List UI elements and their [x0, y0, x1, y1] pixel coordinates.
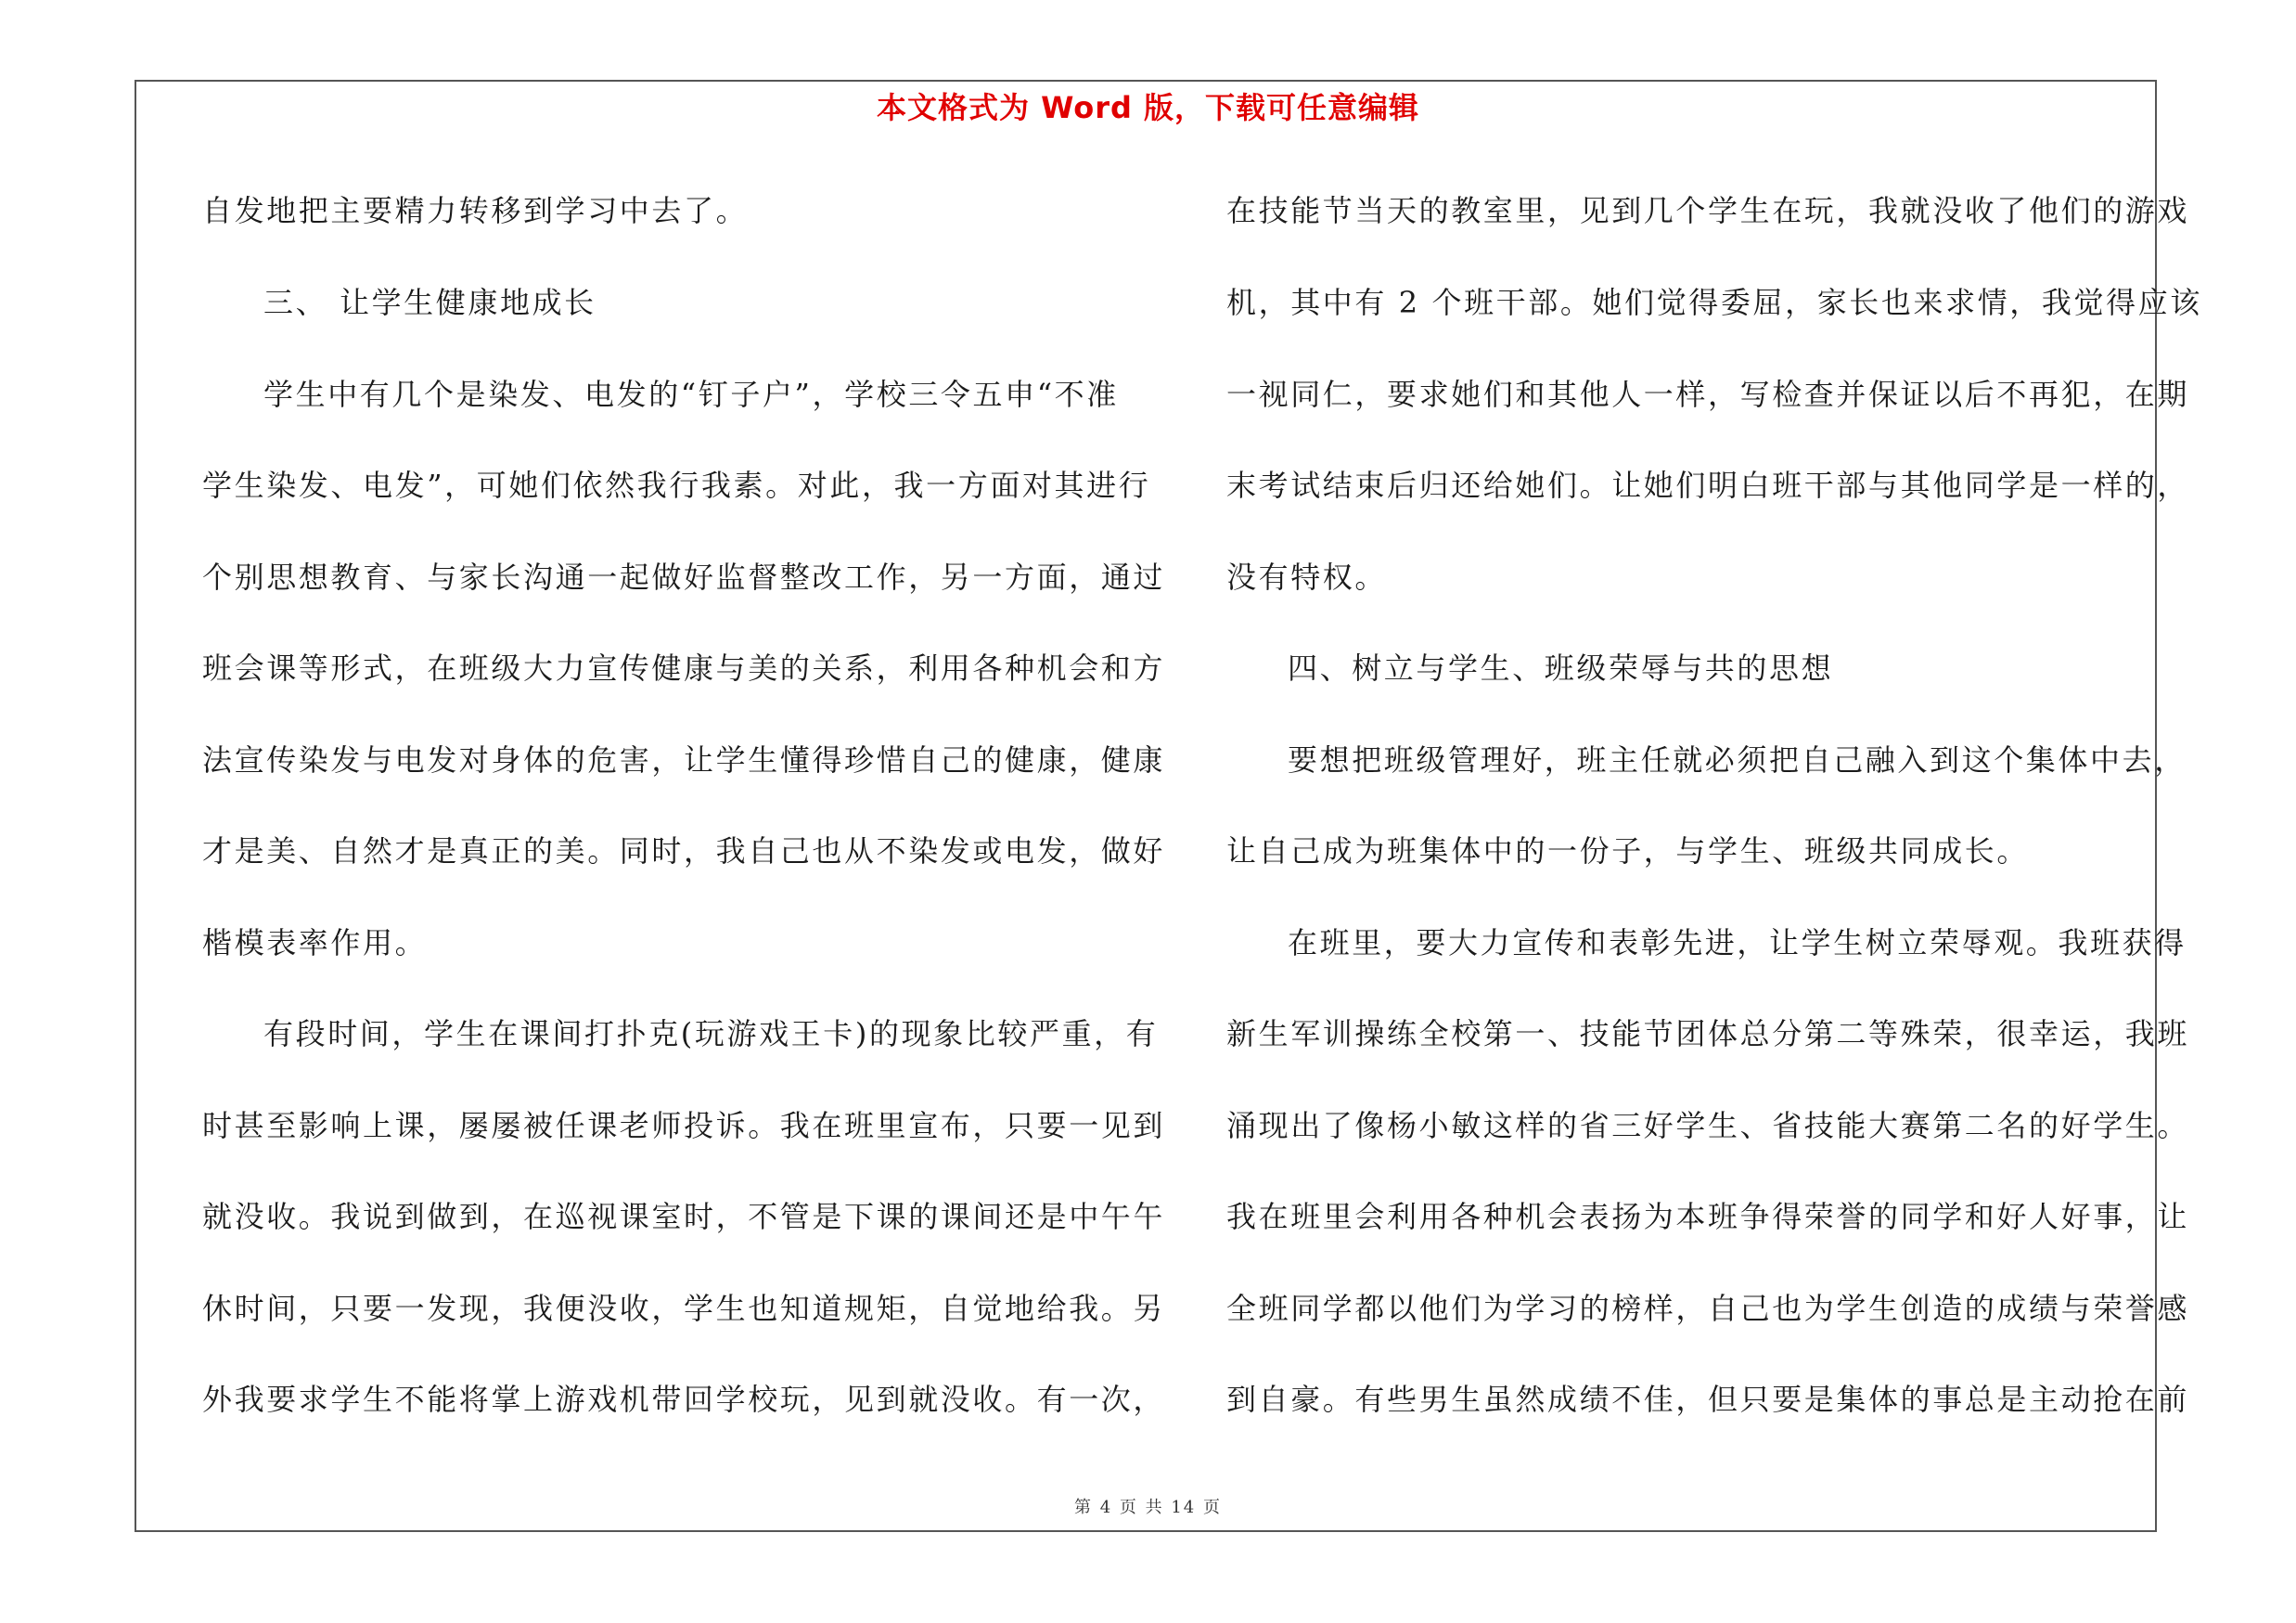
text-line: 班会课等形式，在班级大力宣传健康与美的关系，利用各种机会和方	[202, 650, 1166, 686]
text-line: 涌现出了像杨小敏这样的省三好学生、省技能大赛第二名的好学生。	[1226, 1108, 2190, 1143]
text-line: 楷模表率作用。	[202, 925, 428, 960]
section-heading: 三、 让学生健康地成长	[263, 285, 596, 320]
text-line: 机，其中有 2 个班干部。她们觉得委屈，家长也来求情，我觉得应该	[1226, 285, 2202, 320]
text-line: 有段时间，学生在课间打扑克(玩游戏王卡)的现象比较严重，有	[263, 1016, 1159, 1051]
text-line: 外我要求学生不能将掌上游戏机带回学校玩，见到就没收。有一次，	[202, 1382, 1166, 1417]
text-line: 学生染发、电发”，可她们依然我行我素。对此，我一方面对其进行	[202, 468, 1151, 503]
text-line: 一视同仁，要求她们和其他人一样，写检查并保证以后不再犯，在期	[1226, 377, 2190, 412]
text-line: 没有特权。	[1226, 560, 1388, 595]
text-line: 到自豪。有些男生虽然成绩不佳，但只要是集体的事总是主动抢在前	[1226, 1382, 2190, 1417]
text-line: 我在班里会利用各种机会表扬为本班争得荣誉的同学和好人好事，让	[1226, 1199, 2190, 1234]
text-line: 法宣传染发与电发对身体的危害，让学生懂得珍惜自己的健康，健康	[202, 742, 1166, 778]
document-banner: 本文格式为 Word 版，下载可任意编辑	[876, 90, 1420, 125]
text-line: 个别思想教育、与家长沟通一起做好监督整改工作，另一方面，通过	[202, 560, 1166, 595]
text-line: 在班里，要大力宣传和表彰先进，让学生树立荣辱观。我班获得	[1288, 925, 2187, 960]
page-number: 第 4 页 共 14 页	[1074, 1498, 1222, 1517]
text-line: 要想把班级管理好，班主任就必须把自己融入到这个集体中去，	[1288, 742, 2187, 778]
text-line: 在技能节当天的教室里，见到几个学生在玩，我就没收了他们的游戏	[1226, 193, 2190, 228]
text-line: 就没收。我说到做到，在巡视课室时，不管是下课的课间还是中午午	[202, 1199, 1166, 1234]
text-line: 新生军训操练全校第一、技能节团体总分第二等殊荣，很幸运，我班	[1226, 1016, 2190, 1051]
text-line: 休时间，只要一发现，我便没收，学生也知道规矩，自觉地给我。另	[202, 1291, 1166, 1326]
text-line: 时甚至影响上课，屡屡被任课老师投诉。我在班里宣布，只要一见到	[202, 1108, 1166, 1143]
text-line: 全班同学都以他们为学习的榜样，自己也为学生创造的成绩与荣誉感	[1226, 1291, 2190, 1326]
text-line: 让自己成为班集体中的一份子，与学生、班级共同成长。	[1226, 833, 2030, 869]
text-line: 自发地把主要精力转移到学习中去了。	[202, 193, 749, 228]
section-heading: 四、树立与学生、班级荣辱与共的思想	[1288, 650, 1834, 686]
text-line: 才是美、自然才是真正的美。同时，我自己也从不染发或电发，做好	[202, 833, 1166, 869]
text-line: 末考试结束后归还给她们。让她们明白班干部与其他同学是一样的，	[1226, 468, 2190, 503]
text-line: 学生中有几个是染发、电发的“钉子户”，学校三令五申“不准	[263, 377, 1119, 412]
